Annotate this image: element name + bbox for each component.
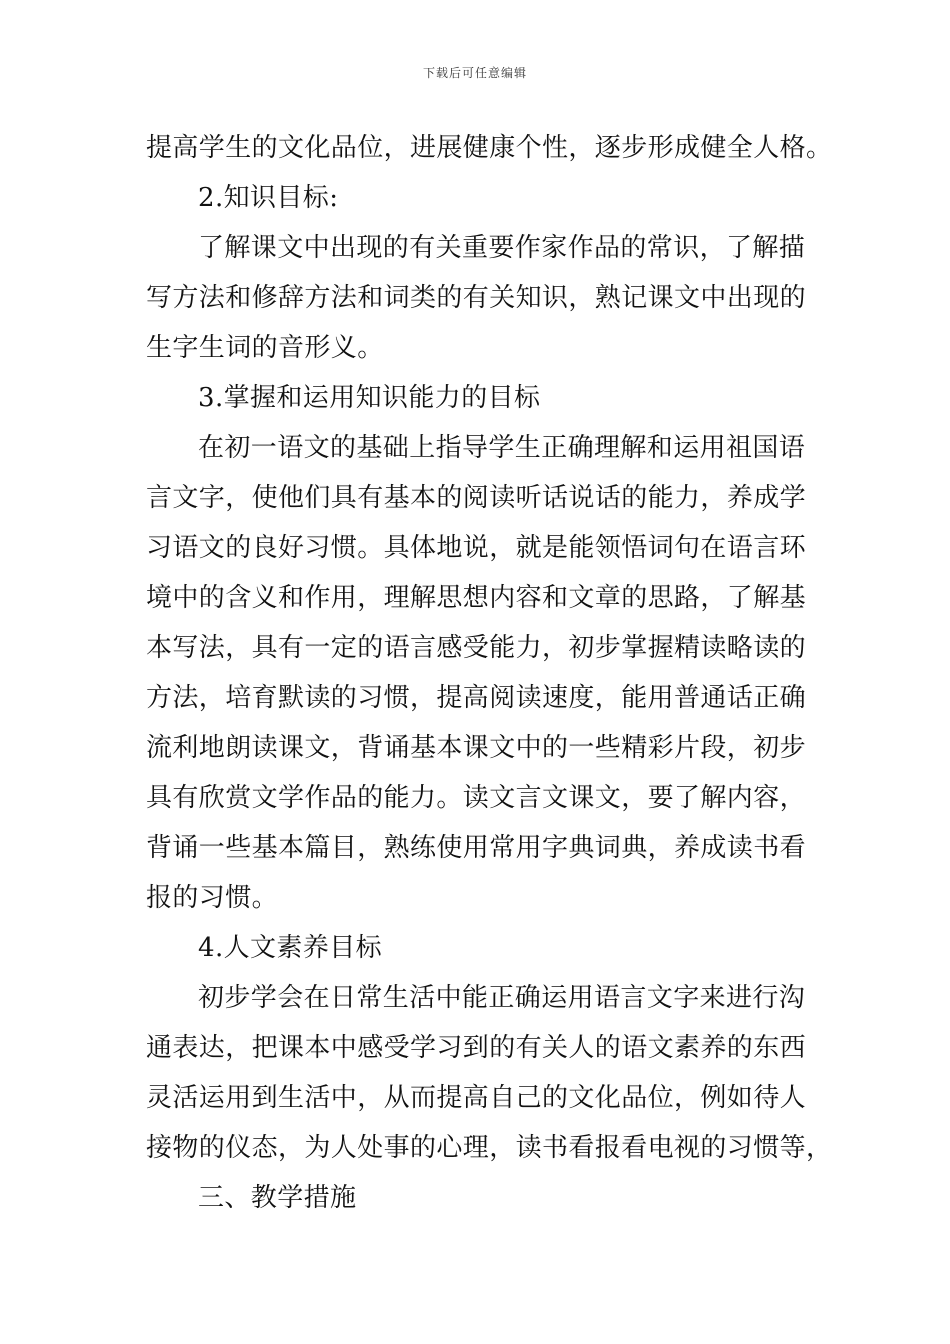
page-header: 下载后可任意编辑 <box>422 66 527 80</box>
text-line: 灵活运用到生活中，从而提高自己的文化品位，例如待人 <box>146 1083 807 1113</box>
text-line: 流利地朗读课文，背诵基本课文中的一些精彩片段，初步 <box>146 733 807 763</box>
text-line: 方法，培育默读的习惯，提高阅读速度，能用普通话正确 <box>146 683 807 713</box>
section-heading-humanities: 4.人文素养目标 <box>198 933 383 963</box>
text-line: 提高学生的文化品位，进展健康个性，逐步形成健全人格。 <box>146 133 833 163</box>
text-line: 通表达，把课本中感受学习到的有关人的语文素养的东西 <box>146 1033 807 1063</box>
text-line: 习语文的良好习惯。具体地说，就是能领悟词句在语言环 <box>146 533 807 563</box>
text-line: 了解课文中出现的有关重要作家作品的常识，了解描 <box>198 233 806 263</box>
text-line: 接物的仪态，为人处事的心理，读书看报看电视的习惯等， <box>146 1133 833 1163</box>
text-line: 写方法和修辞方法和词类的有关知识，熟记课文中出现的 <box>146 283 807 313</box>
section-heading-teaching-measures: 三、教学措施 <box>198 1183 357 1213</box>
text-line: 本写法，具有一定的语言感受能力，初步掌握精读略读的 <box>146 633 807 663</box>
text-line: 在初一语文的基础上指导学生正确理解和运用祖国语 <box>198 433 806 463</box>
text-line: 初步学会在日常生活中能正确运用语言文字来进行沟 <box>198 983 806 1013</box>
section-heading-knowledge: 2.知识目标: <box>198 183 339 213</box>
text-line: 背诵一些基本篇目，熟练使用常用字典词典，养成读书看 <box>146 833 807 863</box>
text-line: 具有欣赏文学作品的能力。读文言文课文，要了解内容， <box>146 783 807 813</box>
text-line: 言文字，使他们具有基本的阅读听话说话的能力，养成学 <box>146 483 807 513</box>
text-line: 生字生词的音形义。 <box>146 333 384 363</box>
section-heading-ability: 3.掌握和运用知识能力的目标 <box>198 383 541 413</box>
document-body <box>146 123 833 1223</box>
text-line: 境中的含义和作用，理解思想内容和文章的思路，了解基 <box>146 583 807 613</box>
text-line: 报的习惯。 <box>146 883 279 913</box>
